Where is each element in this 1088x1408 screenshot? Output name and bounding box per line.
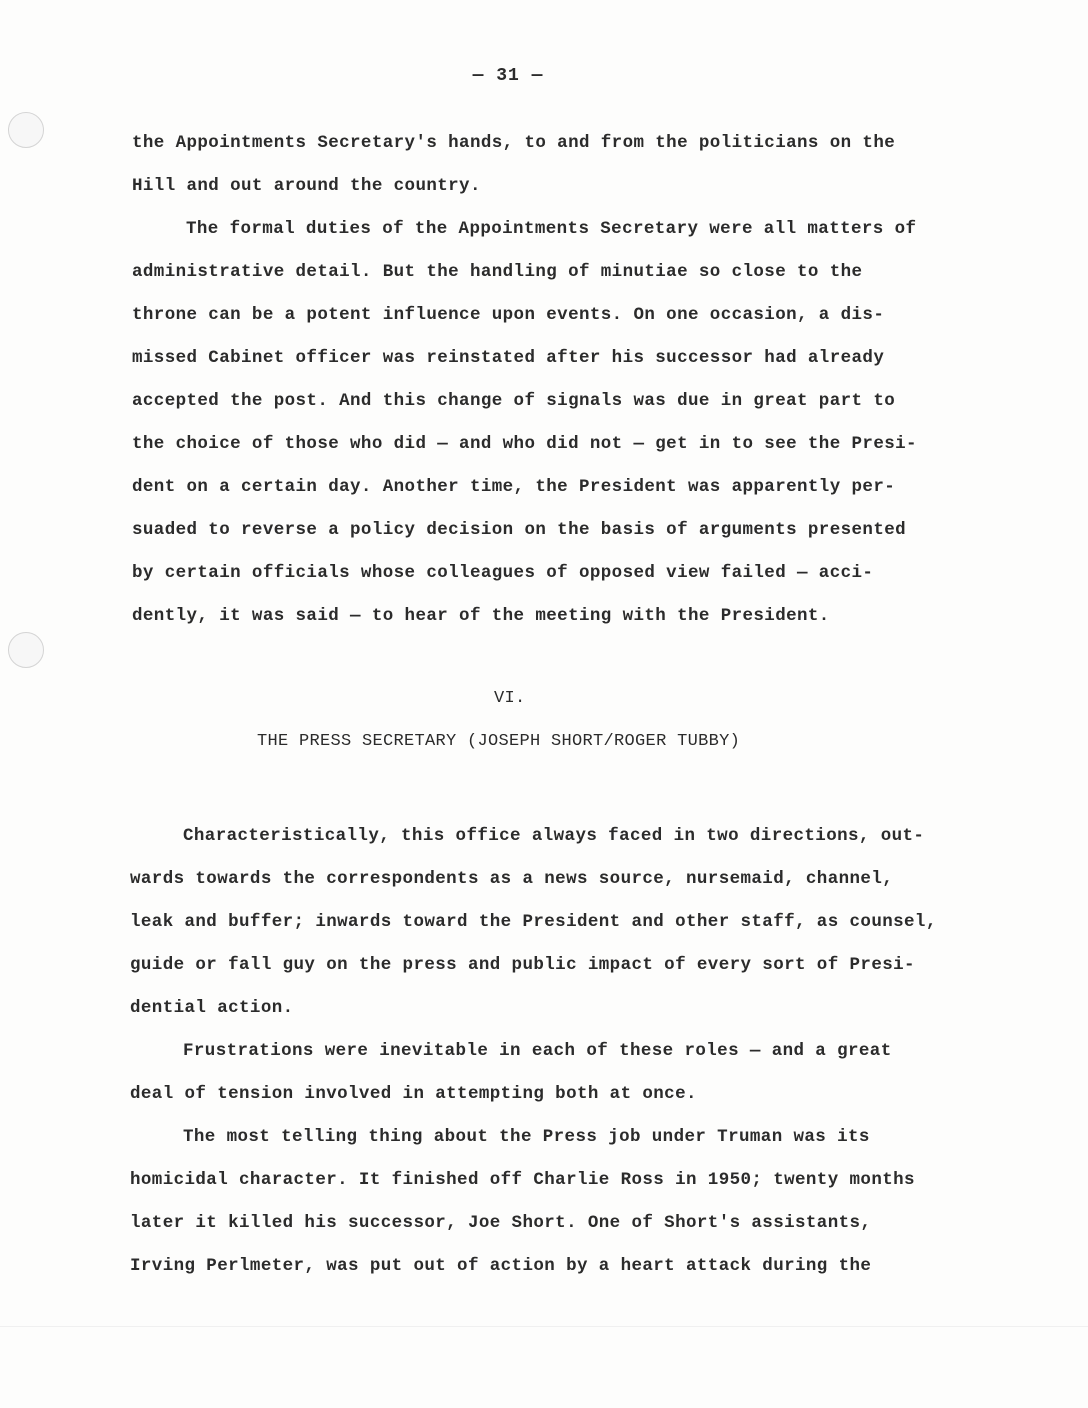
- body-line: dential action.: [130, 998, 294, 1018]
- body-line: dently, it was said — to hear of the meeting with the President.: [132, 606, 830, 626]
- body-line: accepted the post. And this change of signals was due in great part to: [132, 391, 896, 411]
- body-line: suaded to reverse a policy decision on the basis of arguments presented: [132, 520, 907, 540]
- page-edge-shadow: [0, 1326, 1088, 1327]
- body-line: deal of tension involved in attempting both at once.: [130, 1084, 697, 1104]
- body-line: administrative detail. But the handling of minutiae so close to the: [132, 262, 863, 282]
- body-line: homicidal character. It finished off Charlie Ross in 1950; twenty months: [130, 1170, 915, 1190]
- body-line: Hill and out around the country.: [132, 176, 481, 196]
- punch-hole-top: [8, 112, 44, 148]
- body-line: Irving Perlmeter, was put out of action by a heart attack during the: [130, 1256, 872, 1276]
- body-line: missed Cabinet officer was reinstated after his successor had already: [132, 348, 885, 368]
- body-line: guide or fall guy on the press and public impact of every sort of Presi-: [130, 955, 915, 975]
- body-line: by certain officials whose colleagues of opposed view failed — acci-: [132, 563, 874, 583]
- body-line: leak and buffer; inwards toward the President and other staff, as counsel,: [130, 912, 937, 932]
- body-line: dent on a certain day. Another time, the President was apparently per-: [132, 477, 896, 497]
- body-line: wards towards the correspondents as a news source, nursemaid, channel,: [130, 869, 894, 889]
- body-line: the Appointments Secretary's hands, to and from the politicians on the: [132, 133, 896, 153]
- body-line: The most telling thing about the Press job under Truman was its: [183, 1127, 870, 1147]
- body-line: Frustrations were inevitable in each of these roles — and a great: [183, 1041, 892, 1061]
- punch-hole-middle: [8, 632, 44, 668]
- body-line: throne can be a potent influence upon events. On one occasion, a dis-: [132, 305, 885, 325]
- section-title: THE PRESS SECRETARY (JOSEPH SHORT/ROGER TUBBY): [257, 732, 741, 751]
- page-number: — 31 —: [472, 66, 544, 86]
- body-line: Characteristically, this office always faced in two directions, out-: [183, 826, 925, 846]
- body-line: later it killed his successor, Joe Short. One of Short's assistants,: [130, 1213, 872, 1233]
- section-numeral: VI.: [494, 689, 526, 708]
- body-line: the choice of those who did — and who did not — get in to see the Presi-: [132, 434, 917, 454]
- body-line: The formal duties of the Appointments Secretary were all matters of: [186, 219, 917, 239]
